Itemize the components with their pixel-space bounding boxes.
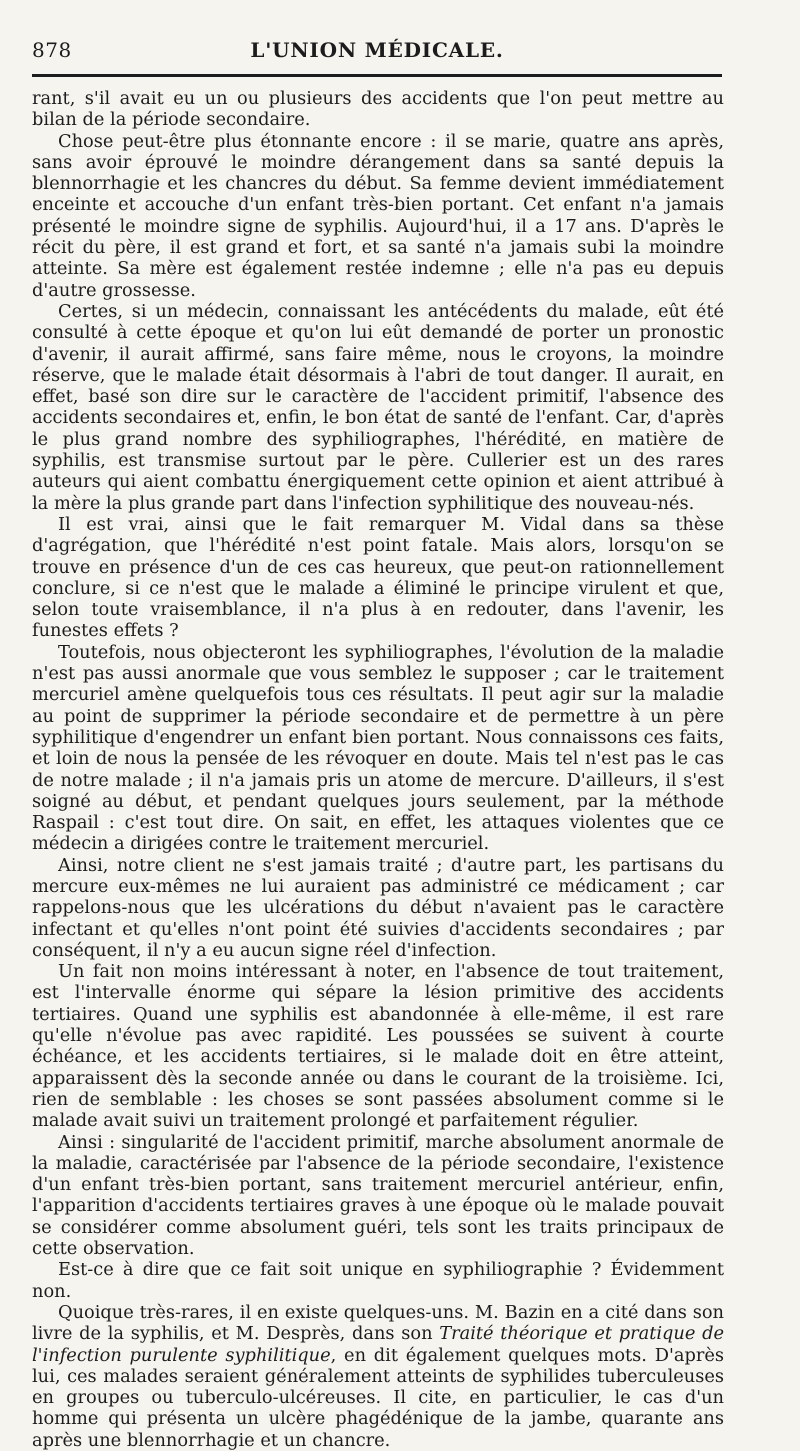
header-rule — [32, 74, 722, 77]
journal-title: L'UNION MÉDICALE. — [250, 38, 504, 62]
paragraph: Un fait non moins intéressant à noter, en l'absence de tout traitement, est l'intervalle énorme qui sépare la lésion primitive des accidents tertiaires. Quand une syphilis est abandonnée à elle-même, il est rare qu'elle n'évolue pas avec rapidité. Les poussées se suivent à courte échéance, et les accidents tertiaires, si le malade doit en être atteint, apparaissent dès la seconde année ou dans le courant de la troisième. Ici, rien de semblable : les choses se sont passées absolument comme si le malade avait suivi un traitement prolongé et parfaitement régulier. — [32, 961, 724, 1132]
paragraph: Certes, si un médecin, connaissant les antécédents du malade, eût été consulté à cette époque et qu'on lui eût demandé de porter un pronostic d'avenir, il aurait affirmé, sans faire même, nous le croyons, la moindre réserve, que le malade était désormais à l'abri de tout danger. Il aurait, en effet, basé son dire sur le caractère de l'accident primitif, l'absence des accidents secondaires et, enfin, le bon état de santé de l'enfant. Car, d'après le plus grand nombre des syphiliographes, l'hérédité, en matière de syphilis, est transmise surtout par le père. Cullerier est un des rares auteurs qui aient combattu énergiquement cette opinion et aient attribué à la mère la plus grande part dans l'infection syphilitique des nouveau-nés. — [32, 300, 724, 514]
text-segment: , en dit également quelques mots. D'après lui, ces malades seraient généralement atteints de syphilides tuberculeuses en groupes ou tuberculo-ulcéreuses. Il cite, en particulier, le cas d'un homme qui présenta un ulcère phagédénique de la jambe, quarante ans après une blennorrhagie et un chancre. — [32, 1344, 724, 1451]
page-number: 878 — [32, 38, 72, 62]
book-title: Traité théorique et pratique de l'infection purulente syphilitique — [32, 1323, 724, 1366]
page-header — [32, 36, 722, 70]
paragraph: Toutefois, nous objecteront les syphiliographes, l'évolution de la maladie n'est pas aussi anormale que vous semblez le supposer ; car le traitement mercuriel amène quelquefois tous ces résultats. Il peut agir sur la maladie au point de supprimer la période secondaire et de permettre à un père syphilitique d'engendrer un enfant bien portant. Nous connaissons ces faits, et loin de nous la pensée de les révoquer en doute. Mais tel n'est pas le cas de notre malade ; il n'a jamais pris un atome de mercure. D'ailleurs, il s'est soigné au début, et pendant quelques jours seulement, par la méthode Raspail : c'est tout dire. On sait, en effet, les attaques violentes que ce médecin a dirigées contre le traitement mercuriel. — [32, 641, 724, 855]
article-body — [32, 88, 724, 1451]
paragraph: Ainsi : singularité de l'accident primitif, marche absolument anormale de la maladie, caractérisée par l'absence de la période secondaire, l'existence d'un enfant très-bien portant, sans traitement mercuriel antérieur, enfin, l'apparition d'accidents tertiaires graves à une époque où le malade pouvait se considérer comme absolument guéri, tels sont les traits principaux de cette observation. — [32, 1131, 724, 1260]
paragraph: Il est vrai, ainsi que le fait remarquer M. Vidal dans sa thèse d'agrégation, que l'hérédité n'est point fatale. Mais alors, lorsqu'on se trouve en présence d'un de ces cas heureux, que peut-on rationnellement conclure, si ce n'est que le malade a éliminé le principe virulent et que, selon toute vraisemblance, il n'a plus à en redouter, dans l'avenir, les funestes effets ? — [32, 513, 724, 642]
paragraph: rant, s'il avait eu un ou plusieurs des accidents que l'on peut mettre au bilan de la période secondaire. — [32, 88, 724, 131]
paragraph-final — [32, 1302, 724, 1451]
paragraph: Ainsi, notre client ne s'est jamais traité ; d'autre part, les partisans du mercure eux-mêmes ne lui auraient pas administré ce médicament ; car rappelons-nous que les ulcérations du début n'avaient pas le caractère infectant et qu'elles n'ont point été suivies d'accidents secondaires ; par conséquent, il n'y a eu aucun signe réel d'infection. — [32, 854, 724, 961]
paragraph: Est-ce à dire que ce fait soit unique en syphiliographie ? Évidemment non. — [32, 1259, 724, 1302]
text-segment: Quoique très-rares, il en existe quelques-uns. M. Bazin en a cité dans son livre de la syphilis, et M. Desprès, dans son — [32, 1301, 724, 1345]
paragraph: Chose peut-être plus étonnante encore : il se marie, quatre ans après, sans avoir éprouvé le moindre dérangement dans sa santé depuis la blennorrhagie et les chancres du début. Sa femme devient immédiatement enceinte et accouche d'un enfant très-bien portant. Cet enfant n'a jamais présenté le moindre signe de syphilis. Aujourd'hui, il a 17 ans. D'après le récit du père, il est grand et fort, et sa santé n'a jamais subi la moindre atteinte. Sa mère est également restée indemne ; elle n'a pas eu depuis d'autre grossesse. — [32, 130, 724, 301]
